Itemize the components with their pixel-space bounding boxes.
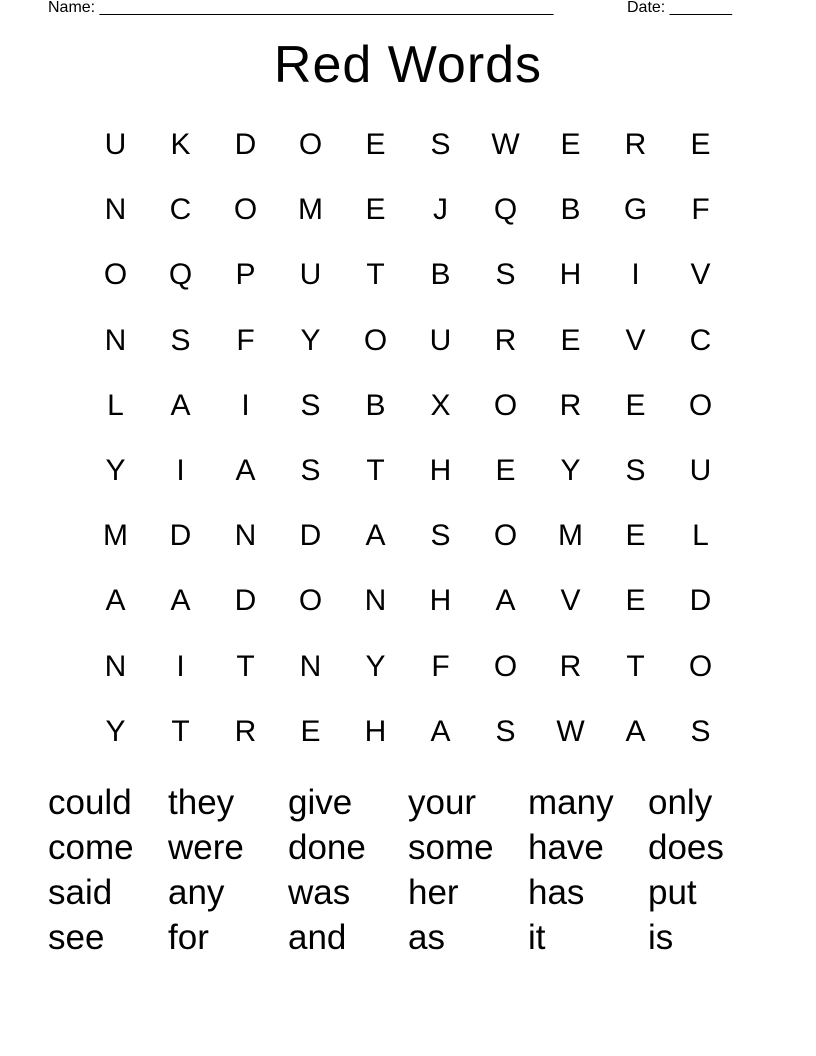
grid-letter: O: [493, 649, 518, 683]
word-bank-item: some: [408, 828, 494, 867]
grid-letter: E: [560, 128, 581, 162]
grid-letter: E: [365, 128, 386, 162]
grid-letter: S: [495, 258, 516, 292]
grid-letter: I: [241, 388, 250, 422]
grid-letter: U: [689, 454, 712, 488]
grid-letter: H: [429, 454, 452, 488]
grid-letter: D: [689, 584, 712, 618]
grid-letter: E: [690, 128, 711, 162]
grid-row: [83, 634, 733, 699]
grid-letter: U: [429, 323, 452, 357]
grid-letter: A: [170, 388, 191, 422]
grid-letter: J: [433, 193, 448, 227]
grid-letter: R: [494, 323, 517, 357]
grid-letter: S: [430, 128, 451, 162]
grid-letter: Q: [493, 193, 518, 227]
grid-letter: D: [234, 128, 257, 162]
grid-letter: I: [631, 258, 640, 292]
word-bank-item: they: [168, 783, 235, 822]
word-bank-item: many: [528, 783, 614, 822]
grid-letter: F: [431, 649, 450, 683]
word-bank-item: your: [408, 783, 477, 822]
grid-letter: O: [688, 388, 713, 422]
grid-letter: O: [493, 388, 518, 422]
word-bank-item: any: [168, 873, 225, 912]
grid-letter: T: [236, 649, 255, 683]
grid-letter: Y: [105, 454, 126, 488]
grid-letter: N: [104, 193, 127, 227]
grid-letter: O: [363, 323, 388, 357]
grid-letter: N: [234, 519, 257, 553]
page-title: Red Words: [273, 36, 543, 94]
word-bank-item: have: [528, 828, 604, 867]
grid-letter: C: [169, 193, 192, 227]
grid-letter: M: [103, 519, 128, 553]
grid-letter: O: [233, 193, 258, 227]
grid-letter: F: [236, 323, 255, 357]
grid-letter: O: [688, 649, 713, 683]
grid-letter: O: [493, 519, 518, 553]
grid-letter: B: [430, 258, 451, 292]
grid-letter: P: [235, 258, 256, 292]
word-bank-item: said: [48, 873, 113, 912]
grid-letter: T: [366, 454, 385, 488]
grid-letter: R: [559, 649, 582, 683]
word-bank: [48, 780, 768, 960]
word-bank-item: put: [648, 873, 697, 912]
word-bank-column: [168, 780, 288, 960]
word-bank-item: were: [168, 828, 244, 867]
grid-letter: Y: [365, 649, 386, 683]
word-bank-item: and: [288, 918, 347, 957]
grid-letter: E: [625, 388, 646, 422]
word-bank-column: [648, 780, 768, 960]
grid-letter: M: [298, 193, 323, 227]
grid-letter: O: [298, 128, 323, 162]
grid-letter: S: [625, 454, 646, 488]
grid-row: [83, 373, 733, 438]
grid-letter: A: [105, 584, 126, 618]
grid-row: [83, 242, 733, 307]
word-bank-item: give: [288, 783, 353, 822]
grid-row: [83, 503, 733, 568]
grid-letter: L: [692, 519, 709, 553]
grid-letter: A: [170, 584, 191, 618]
grid-row: [83, 438, 733, 503]
grid-letter: S: [300, 454, 321, 488]
grid-letter: B: [365, 388, 386, 422]
grid-letter: K: [170, 128, 191, 162]
grid-letter: A: [235, 454, 256, 488]
grid-letter: H: [364, 714, 387, 748]
grid-letter: U: [299, 258, 322, 292]
word-bank-item: was: [288, 873, 351, 912]
word-bank-item: her: [408, 873, 459, 912]
word-bank-item: has: [528, 873, 585, 912]
grid-letter: B: [560, 193, 581, 227]
grid-letter: Y: [300, 323, 321, 357]
grid-letter: N: [364, 584, 387, 618]
word-bank-item: could: [48, 783, 132, 822]
grid-letter: R: [559, 388, 582, 422]
grid-letter: Y: [105, 714, 126, 748]
grid-letter: H: [429, 584, 452, 618]
grid-letter: O: [298, 584, 323, 618]
grid-letter: A: [430, 714, 451, 748]
grid-letter: D: [299, 519, 322, 553]
grid-letter: I: [176, 454, 185, 488]
grid-row: [83, 699, 733, 764]
grid-letter: S: [690, 714, 711, 748]
grid-letter: Y: [560, 454, 581, 488]
grid-letter: L: [107, 388, 124, 422]
grid-letter: D: [169, 519, 192, 553]
word-bank-item: come: [48, 828, 134, 867]
word-bank-item: is: [648, 918, 674, 957]
grid-letter: E: [625, 584, 646, 618]
grid-letter: V: [625, 323, 646, 357]
grid-letter: S: [170, 323, 191, 357]
grid-letter: R: [624, 128, 647, 162]
grid-row: [83, 568, 733, 633]
grid-letter: T: [366, 258, 385, 292]
grid-letter: S: [300, 388, 321, 422]
word-bank-item: as: [408, 918, 445, 957]
grid-letter: U: [104, 128, 127, 162]
word-bank-column: [528, 780, 648, 960]
grid-letter: G: [623, 193, 648, 227]
grid-letter: T: [626, 649, 645, 683]
grid-letter: O: [103, 258, 128, 292]
grid-letter: N: [104, 323, 127, 357]
word-bank-item: does: [648, 828, 724, 867]
grid-letter: V: [690, 258, 711, 292]
word-bank-item: see: [48, 918, 105, 957]
word-bank-item: only: [648, 783, 713, 822]
grid-letter: Q: [168, 258, 193, 292]
grid-letter: S: [430, 519, 451, 553]
grid-letter: X: [430, 388, 451, 422]
word-search-grid: [83, 112, 733, 764]
grid-letter: I: [176, 649, 185, 683]
grid-letter: W: [556, 714, 585, 748]
grid-letter: N: [104, 649, 127, 683]
word-bank-item: done: [288, 828, 366, 867]
grid-letter: W: [491, 128, 520, 162]
word-bank-item: for: [168, 918, 209, 957]
grid-letter: C: [689, 323, 712, 357]
grid-letter: H: [559, 258, 582, 292]
grid-letter: E: [560, 323, 581, 357]
grid-row: [83, 177, 733, 242]
grid-row: [83, 112, 733, 177]
grid-letter: A: [495, 584, 516, 618]
grid-letter: F: [691, 193, 710, 227]
grid-letter: A: [625, 714, 646, 748]
grid-letter: R: [234, 714, 257, 748]
word-bank-column: [48, 780, 168, 960]
grid-letter: N: [299, 649, 322, 683]
grid-letter: T: [171, 714, 190, 748]
grid-letter: A: [365, 519, 386, 553]
word-bank-column: [408, 780, 528, 960]
grid-letter: E: [365, 193, 386, 227]
grid-letter: D: [234, 584, 257, 618]
grid-letter: E: [495, 454, 516, 488]
word-bank-column: [288, 780, 408, 960]
grid-row: [83, 308, 733, 373]
grid-letter: V: [560, 584, 581, 618]
word-bank-item: it: [528, 918, 546, 957]
grid-letter: E: [300, 714, 321, 748]
name-field-label: Name: ___________________________________________________: [48, 0, 554, 16]
date-field-label: Date: _______: [627, 0, 732, 16]
grid-letter: M: [558, 519, 583, 553]
grid-letter: S: [495, 714, 516, 748]
grid-letter: E: [625, 519, 646, 553]
